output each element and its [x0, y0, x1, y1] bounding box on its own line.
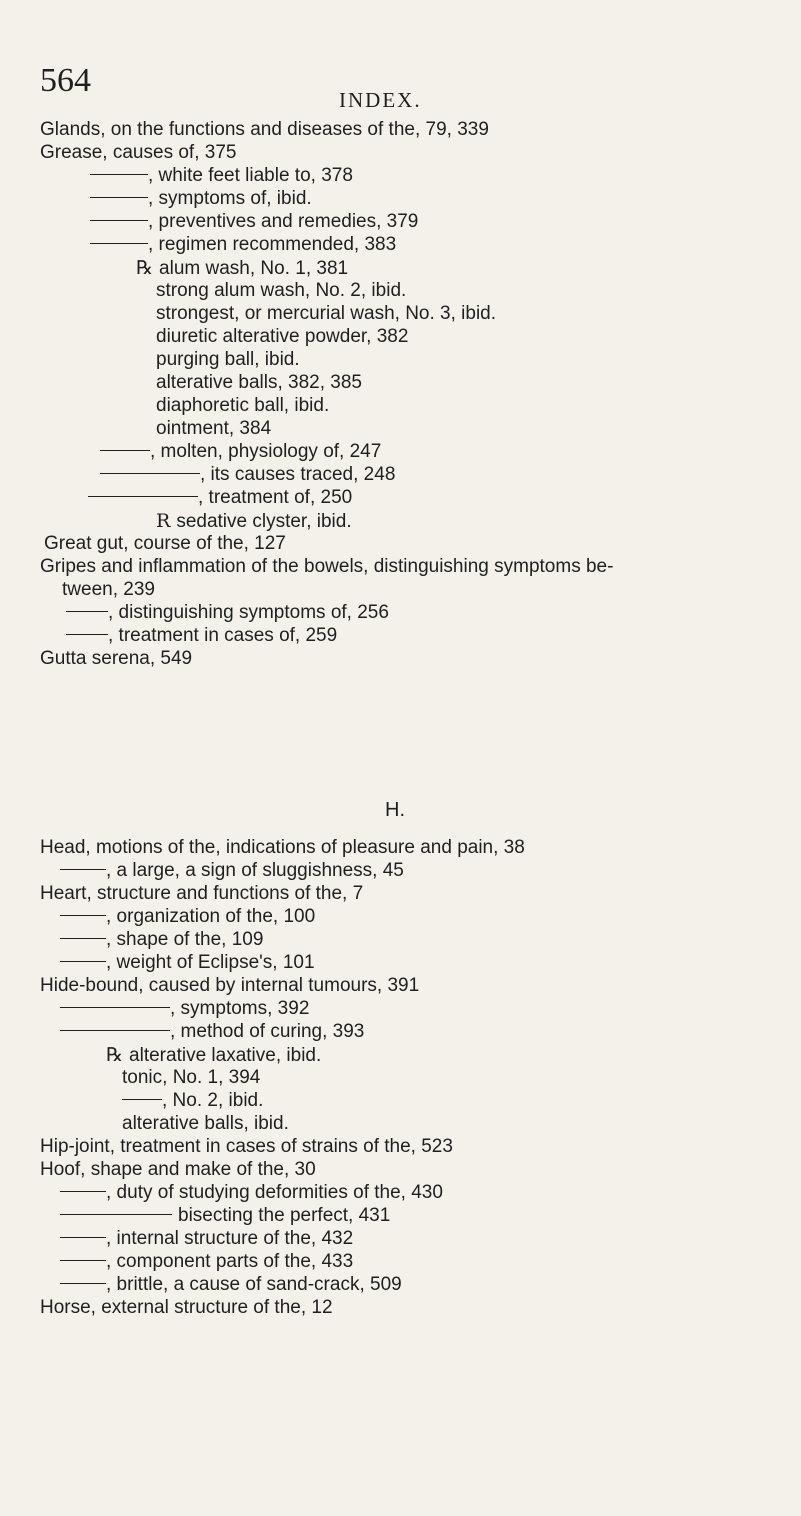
- ditto-rule: [60, 1191, 106, 1192]
- index-entry: , distinguishing symptoms of, 256: [66, 601, 389, 625]
- index-entry: , a large, a sign of sluggishness, 45: [60, 859, 404, 883]
- running-head: INDEX.: [339, 88, 422, 112]
- index-entry: Glands, on the functions and diseases of the, 79, 339: [40, 119, 489, 140]
- index-entry: tween, 239: [62, 579, 155, 600]
- ditto-rule: [90, 243, 148, 244]
- index-entry: , shape of the, 109: [60, 928, 263, 952]
- ditto-rule: [122, 1099, 162, 1100]
- ditto-rule: [88, 496, 198, 497]
- index-entry: Gripes and inflammation of the bowels, distinguishing symptoms be-: [40, 556, 614, 577]
- index-entry: strong alum wash, No. 2, ibid.: [156, 280, 407, 301]
- index-entry: Horse, external structure of the, 12: [40, 1297, 333, 1318]
- section-heading: H.: [385, 799, 405, 821]
- index-entry: , preventives and remedies, 379: [90, 210, 418, 234]
- ditto-rule: [90, 174, 148, 175]
- index-entry: , organization of the, 100: [60, 905, 315, 929]
- recipe-symbol: R: [156, 510, 171, 532]
- index-entry: ointment, 384: [156, 418, 272, 439]
- index-entry: Hide-bound, caused by internal tumours, 391: [40, 975, 420, 996]
- index-entry: Heart, structure and functions of the, 7: [40, 883, 364, 904]
- ditto-rule: [60, 915, 106, 916]
- index-entry: , No. 2, ibid.: [122, 1089, 263, 1113]
- index-entry: Gutta serena, 549: [40, 648, 193, 669]
- ditto-rule: [90, 220, 148, 221]
- index-entry: bisecting the perfect, 431: [60, 1204, 390, 1228]
- ditto-rule: [60, 938, 106, 939]
- index-entry: purging ball, ibid.: [156, 349, 300, 370]
- index-entry: Hoof, shape and make of the, 30: [40, 1159, 316, 1180]
- index-entry: alterative balls, 382, 385: [156, 372, 362, 393]
- index-entry: alterative balls, ibid.: [122, 1113, 289, 1134]
- index-entry: strongest, or mercurial wash, No. 3, ibid.: [156, 303, 497, 324]
- ditto-rule: [100, 450, 150, 451]
- index-entry: , weight of Eclipse's, 101: [60, 951, 315, 975]
- index-entry: ℞ alterative laxative, ibid.: [106, 1044, 322, 1066]
- index-entry: ℞ alum wash, No. 1, 381: [136, 257, 349, 279]
- index-entry: tonic, No. 1, 394: [122, 1067, 261, 1088]
- recipe-symbol: ℞: [106, 1044, 124, 1066]
- ditto-rule: [66, 634, 108, 635]
- index-entry: , symptoms of, ibid.: [90, 187, 312, 211]
- index-entry: , brittle, a cause of sand-crack, 509: [60, 1273, 402, 1297]
- index-entry: Grease, causes of, 375: [40, 142, 237, 163]
- index-entry: , treatment in cases of, 259: [66, 624, 337, 648]
- index-entry: , symptoms, 392: [60, 997, 309, 1021]
- index-entry: , molten, physiology of, 247: [100, 440, 381, 464]
- index-entry: , component parts of the, 433: [60, 1250, 353, 1274]
- index-entry: Great gut, course of the, 127: [44, 533, 286, 554]
- ditto-rule: [60, 1030, 170, 1031]
- page-number: 564: [40, 62, 91, 99]
- index-entry: R sedative clyster, ibid.: [156, 510, 352, 532]
- index-entry: diuretic alterative powder, 382: [156, 326, 409, 347]
- index-entry: , method of curing, 393: [60, 1020, 364, 1044]
- index-entry: Head, motions of the, indications of pleasure and pain, 38: [40, 837, 525, 858]
- index-entry: Hip-joint, treatment in cases of strains of the, 523: [40, 1136, 453, 1157]
- ditto-rule: [60, 1214, 172, 1215]
- ditto-rule: [60, 1260, 106, 1261]
- index-entry: , internal structure of the, 432: [60, 1227, 353, 1251]
- ditto-rule: [60, 1007, 170, 1008]
- index-entry: , white feet liable to, 378: [90, 164, 353, 188]
- ditto-rule: [66, 611, 108, 612]
- ditto-rule: [60, 1283, 106, 1284]
- index-entry: , its causes traced, 248: [100, 463, 395, 487]
- ditto-rule: [60, 1237, 106, 1238]
- ditto-rule: [60, 961, 106, 962]
- ditto-rule: [90, 197, 148, 198]
- index-entry: , regimen recommended, 383: [90, 233, 396, 257]
- ditto-rule: [100, 473, 200, 474]
- index-entry: , treatment of, 250: [88, 486, 352, 510]
- index-entry: diaphoretic ball, ibid.: [156, 395, 330, 416]
- recipe-symbol: ℞: [136, 257, 154, 279]
- ditto-rule: [60, 869, 106, 870]
- index-entry: , duty of studying deformities of the, 430: [60, 1181, 443, 1205]
